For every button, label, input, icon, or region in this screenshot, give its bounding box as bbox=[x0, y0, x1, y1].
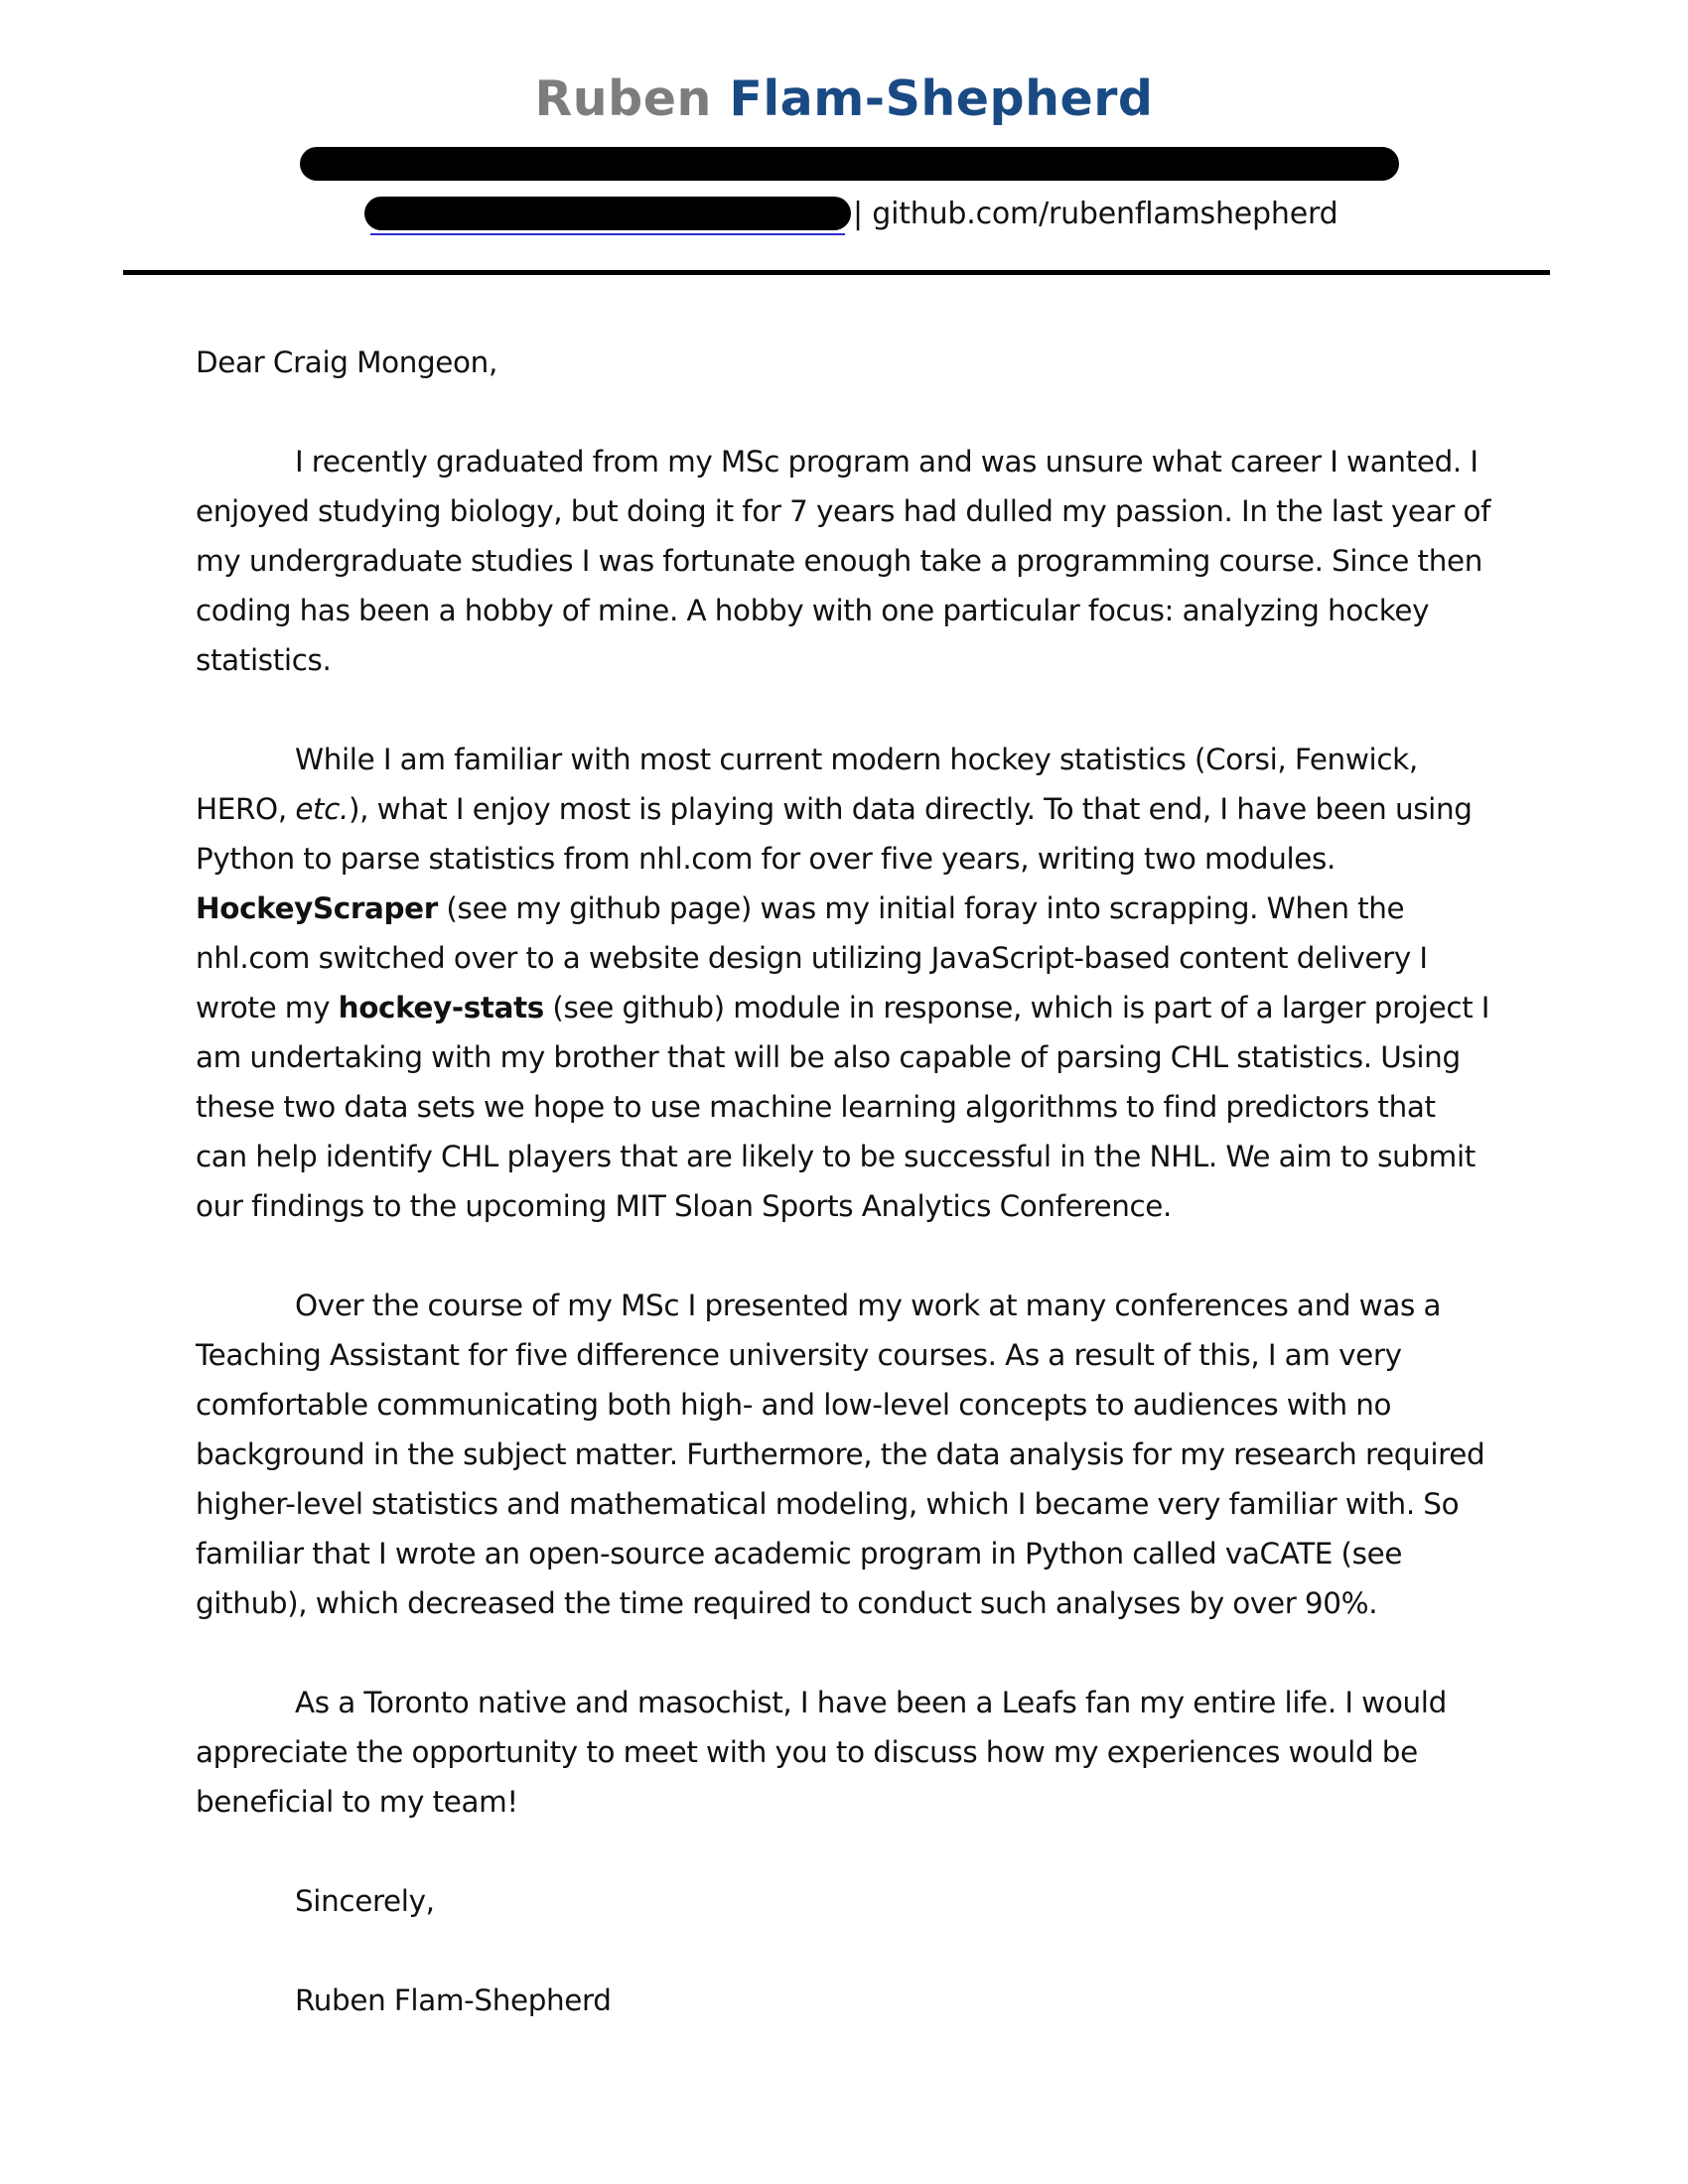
contact-line bbox=[364, 192, 1337, 235]
paragraph-4: As a Toronto native and masochist, I have been a Leafs fan my entire life. I would appreciate the opportunity to meet with you to discuss how my experiences would be beneficial to my team! bbox=[196, 1686, 1447, 1819]
last-name: Flam-Shepherd bbox=[729, 70, 1154, 127]
module-hockey-stats: hockey-stats bbox=[338, 991, 544, 1024]
redacted-contact-details bbox=[300, 147, 1399, 181]
salutation: Dear Craig Mongeon, bbox=[196, 345, 497, 379]
p2-text-b: ), what I enjoy most is playing with data directly. To that end, I have been using Python to parse statistics from nhl.com for over five years, writing two modules. bbox=[196, 792, 1473, 876]
module-hockeyscraper: HockeyScraper bbox=[196, 891, 438, 925]
applicant-name bbox=[0, 64, 1688, 135]
redacted-email-link[interactable] bbox=[364, 197, 851, 230]
p2-text-d: (see github) module in response, which is part of a larger project I am undertaking with my brother that will be also capable of parsing CHL statistics. Using these two data sets we hope to use machine learning algorithms to find predictors that can help identify CHL players that are likely to be successful in the NHL. We aim to submit our findings to the upcoming MIT Sloan Sports Analytics Conference. bbox=[196, 991, 1490, 1223]
first-name: Ruben bbox=[534, 70, 712, 127]
letter-body bbox=[196, 338, 1491, 2075]
header-divider bbox=[123, 270, 1550, 275]
letterhead bbox=[0, 64, 1688, 135]
contact-separator: | bbox=[853, 196, 873, 231]
closing: Sincerely, bbox=[295, 1884, 435, 1918]
p2-text-a: While I am familiar with most current modern hockey statistics (Corsi, Fenwick, HERO, bbox=[196, 743, 1418, 826]
github-link[interactable]: github.com/rubenflamshepherd bbox=[872, 196, 1338, 231]
p2-text-c: (see my github page) was my initial foray into scrapping. When the nhl.com switched over to a website design utilizing JavaScript-based content delivery I wrote my bbox=[196, 891, 1428, 1024]
paragraph-1: I recently graduated from my MSc program and was unsure what career I wanted. I enjoyed studying biology, but doing it for 7 years had dulled my passion. In the last year of my undergraduate studies I was fortunate enough take a programming course. Since then coding has been a hobby of mine. A hobby with one particular focus: analyzing hockey statistics. bbox=[196, 445, 1491, 677]
paragraph-2 bbox=[196, 735, 1491, 1231]
paragraph-3: Over the course of my MSc I presented my work at many conferences and was a Teaching Assistant for five difference university courses. As a result of this, I am very comfortable communicating both high- and low-level concepts to audiences with no background in the subject matter. Furthermore, the data analysis for my research required higher-level statistics and mathematical modeling, which I became very familiar with. So familiar that I wrote an open-source academic program in Python called vaCATE (see github), which decreased the time required to conduct such analyses by over 90%. bbox=[196, 1289, 1485, 1620]
signature: Ruben Flam-Shepherd bbox=[295, 1983, 612, 2017]
p2-etc: etc. bbox=[295, 792, 350, 826]
